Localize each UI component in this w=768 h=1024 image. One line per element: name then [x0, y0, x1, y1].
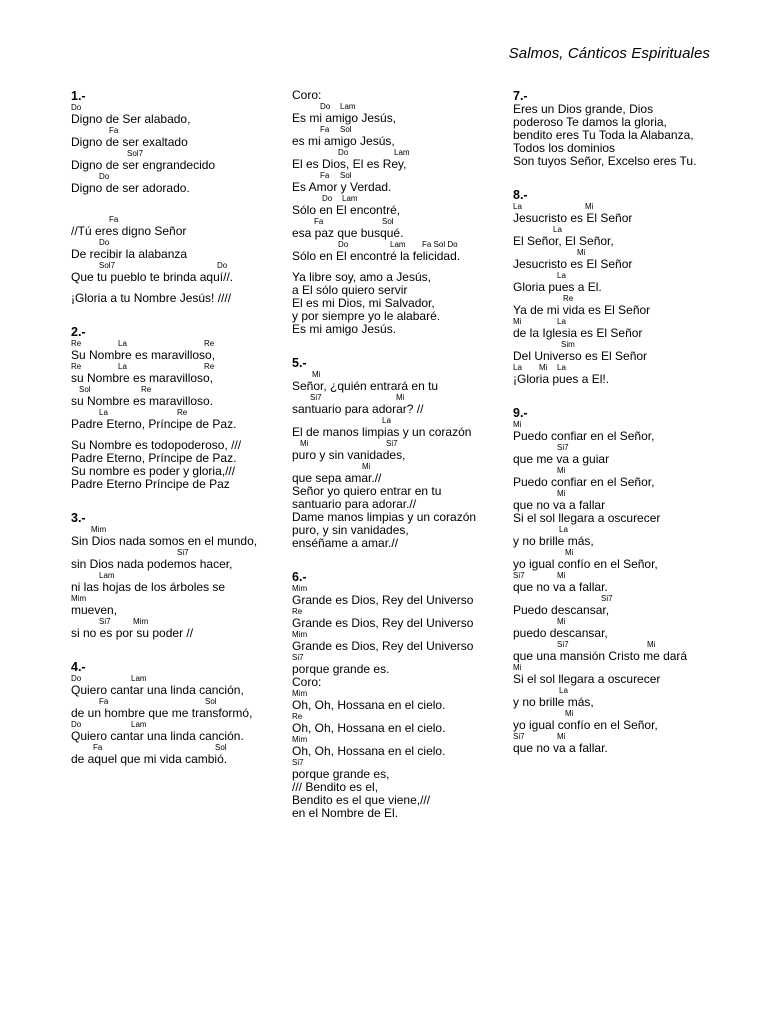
chord-line	[292, 240, 510, 250]
chord-line	[71, 697, 289, 707]
chord-label: Fa	[314, 217, 324, 226]
chord-label: Do	[338, 240, 349, 249]
lyric-line: de un hombre que me transformó,	[71, 706, 253, 720]
chord-line	[513, 571, 753, 581]
chord-label: Si7	[386, 439, 398, 448]
chord-label: Lam	[390, 240, 406, 249]
chord-line	[513, 489, 753, 499]
lyric-line: ¡Gloria a tu Nombre Jesús! ////	[71, 291, 232, 305]
song-number: 5.-	[292, 356, 307, 370]
chord-label: Mim	[133, 617, 149, 626]
chord-label: Sol	[340, 125, 352, 134]
chord-label: Sol7	[127, 149, 144, 158]
chord-label: Do	[320, 102, 331, 111]
chord-label: Fa	[99, 697, 109, 706]
chord-label: Re	[71, 362, 82, 371]
song-6	[292, 570, 510, 820]
lyric-line: de aquel que mi vida cambió.	[71, 752, 228, 766]
chord-label: Si7	[99, 617, 111, 626]
lyric-line: De recibir la alabanza	[71, 247, 188, 261]
song-3	[71, 511, 289, 640]
lyric-line: sin Dios nada podemos hacer,	[71, 557, 233, 571]
lyric-line: El Señor, El Señor,	[513, 234, 614, 248]
song-number: 3.-	[71, 511, 86, 525]
chord-label: Mi	[557, 489, 566, 498]
chord-line	[71, 339, 289, 349]
chord-line	[71, 215, 289, 225]
chord-line	[513, 709, 753, 719]
lyric-line: Grande es Dios, Rey del Universo	[292, 593, 474, 607]
chord-line	[513, 466, 753, 476]
lyric-line: Gloria pues a El.	[513, 280, 602, 294]
lyric-line: Padre Eterno, Príncipe de Paz.	[71, 451, 237, 465]
lyric-line: su Nombre es maravilloso.	[71, 394, 214, 408]
lyric-line: El es Dios, El es Rey,	[292, 157, 407, 171]
lyric-line: que no va a fallar	[513, 498, 606, 512]
chord-label: La	[118, 362, 127, 371]
lyric-line: Es mi amigo Jesús,	[292, 111, 397, 125]
chord-line	[513, 732, 753, 742]
chord-label: Do	[338, 148, 349, 157]
chord-line	[513, 594, 753, 604]
song-number: 7.-	[513, 89, 528, 103]
chord-label: Mi	[557, 732, 566, 741]
song-1	[71, 89, 289, 305]
chord-line	[71, 103, 289, 113]
lyric-line: su Nombre es maravilloso,	[71, 371, 214, 385]
lyric-line: Coro:	[292, 675, 322, 689]
lyric-line: Es Amor y Verdad.	[292, 180, 392, 194]
chord-line	[513, 340, 753, 350]
song-number: 4.-	[71, 660, 86, 674]
lyric-line: //Tú eres digno Señor	[71, 224, 187, 238]
chord-label: Si7	[177, 548, 189, 557]
page-header-title: Salmos, Cánticos Espirituales	[508, 45, 710, 62]
song-number: 9.-	[513, 406, 528, 420]
lyric-line: Quiero cantar una linda canción.	[71, 729, 244, 743]
chord-label: Do	[322, 194, 333, 203]
lyric-line: Jesucristo es El Señor	[513, 257, 633, 271]
lyric-line: enséñame a amar.//	[292, 536, 399, 550]
lyric-line: Puedo confiar en el Señor,	[513, 475, 655, 489]
chord-label: Mim	[91, 525, 107, 534]
chord-label: Si7	[557, 640, 569, 649]
song-4-chorus	[292, 89, 510, 336]
chord-line	[71, 743, 289, 753]
chord-label: La	[513, 202, 522, 211]
chord-label: Mi	[557, 571, 566, 580]
lyric-line: Padre Eterno, Príncipe de Paz.	[71, 417, 237, 431]
chord-line	[292, 735, 510, 745]
song-7	[513, 89, 753, 168]
chord-line	[71, 362, 289, 372]
song-number: 6.-	[292, 570, 307, 584]
lyric-line: que me va a guiar	[513, 452, 610, 466]
lyric-line: Oh, Oh, Hossana en el cielo.	[292, 744, 446, 758]
chord-label: Do	[71, 103, 82, 112]
chord-line	[292, 584, 510, 594]
chord-label: Re	[204, 362, 215, 371]
chord-label: La	[559, 525, 568, 534]
lyric-line: que una mansión Cristo me dará	[513, 649, 688, 663]
chord-line	[513, 363, 753, 373]
lyric-line: y no brille más,	[513, 695, 594, 709]
lyric-line: Oh, Oh, Hossana en el cielo.	[292, 698, 446, 712]
chord-line	[292, 370, 510, 380]
chord-label: Sol	[215, 743, 227, 752]
chord-line	[513, 443, 753, 453]
chord-label: Mi	[557, 617, 566, 626]
chord-line	[71, 594, 289, 604]
chord-label: La	[557, 317, 566, 326]
lyric-line: Señor, ¿quién entrará en tu	[292, 379, 439, 393]
chord-label: Re	[563, 294, 574, 303]
column-left	[71, 89, 289, 766]
chord-label: Mi	[585, 202, 594, 211]
lyric-line: esa paz que busqué.	[292, 226, 404, 240]
song-4	[71, 660, 289, 766]
lyric-line: Oh, Oh, Hossana en el cielo.	[292, 721, 446, 735]
lyric-line: El es mi Dios, mi Salvador,	[292, 296, 435, 310]
chord-label: Si7	[601, 594, 613, 603]
chord-line	[71, 674, 289, 684]
chord-line	[292, 148, 510, 158]
song-number: 2.-	[71, 325, 86, 339]
lyric-line: Ya de mi vida es El Señor	[513, 303, 651, 317]
lyric-line: Su Nombre es maravilloso,	[71, 348, 216, 362]
chord-line	[292, 630, 510, 640]
song-5	[292, 356, 510, 550]
chord-label: Fa	[109, 215, 119, 224]
lyric-line: puedo descansar,	[513, 626, 608, 640]
lyric-line: Dame manos limpias y un corazón	[292, 510, 477, 524]
chord-line	[292, 393, 510, 403]
lyric-line: Digno de Ser alabado,	[71, 112, 191, 126]
lyric-line: que sepa amar.//	[292, 471, 382, 485]
lyric-line: que no va a fallar.	[513, 741, 608, 755]
lyric-line: Si el sol llegara a oscurecer	[513, 511, 661, 525]
lyric-line: Del Universo es El Señor	[513, 349, 648, 363]
lyric-line: es mi amigo Jesús,	[292, 134, 395, 148]
chord-line	[71, 149, 289, 159]
chord-line	[292, 439, 510, 449]
chord-label: Mi	[647, 640, 656, 649]
chord-line	[513, 225, 753, 235]
chord-label: Re	[204, 339, 215, 348]
chord-label: Do	[99, 238, 110, 247]
chord-line	[292, 416, 510, 426]
lyric-line: bendito eres Tu Toda la Alabanza,	[513, 128, 694, 142]
lyric-line: Puedo descansar,	[513, 603, 610, 617]
chord-line	[292, 194, 510, 204]
lyric-line: Eres un Dios grande, Dios	[513, 102, 654, 116]
chord-label: Mim	[71, 594, 87, 603]
lyric-line: Sin Dios nada somos en el mundo,	[71, 534, 258, 548]
chord-label: Mim	[292, 584, 308, 593]
chord-label: Mi	[362, 462, 371, 471]
chord-label: Mi	[396, 393, 405, 402]
song-number: 1.-	[71, 89, 86, 103]
lyric-line: Que tu pueblo te brinda aquí//.	[71, 270, 234, 284]
chord-label: La	[553, 225, 562, 234]
lyric-line: Grande es Dios, Rey del Universo	[292, 616, 474, 630]
chord-label: La	[118, 339, 127, 348]
chord-line	[292, 758, 510, 768]
chord-line	[513, 525, 753, 535]
chord-label: Si7	[292, 653, 304, 662]
chord-label: Mi	[300, 439, 309, 448]
chord-line	[513, 686, 753, 696]
lyric-line: Jesucristo es El Señor	[513, 211, 633, 225]
chord-label: Sol	[340, 171, 352, 180]
chord-label: Fa	[93, 743, 103, 752]
chord-label: Lam	[131, 674, 147, 683]
lyric-line: Si el sol llegara a oscurecer	[513, 672, 661, 686]
chord-label: Sim	[561, 340, 575, 349]
column-middle	[292, 89, 510, 820]
chord-label: Lam	[99, 571, 115, 580]
chord-label: Mi	[513, 317, 522, 326]
chord-label: La	[382, 416, 391, 425]
lyric-line: puro y sin vanidades,	[292, 448, 406, 462]
lyric-line: santuario para adorar.//	[292, 497, 417, 511]
chord-label: Fa	[320, 125, 330, 134]
chord-line	[513, 294, 753, 304]
chord-label: Fa Sol Do	[422, 240, 458, 249]
lyric-line: Son tuyos Señor, Excelso eres Tu.	[513, 154, 697, 168]
chord-line	[292, 462, 510, 472]
lyric-line: que no va a fallar.	[513, 580, 608, 594]
lyric-line: de la Iglesia es El Señor	[513, 326, 643, 340]
lyric-line: Grande es Dios, Rey del Universo	[292, 639, 474, 653]
chord-label: Si7	[292, 758, 304, 767]
chord-label: Si7	[513, 732, 525, 741]
lyric-line: porque grande es.	[292, 662, 390, 676]
lyric-line: Sólo en El encontré la felicidad.	[292, 249, 461, 263]
song-8	[513, 188, 753, 386]
chord-label: Re	[292, 712, 303, 721]
chord-label: Mi	[565, 709, 574, 718]
chord-line	[292, 102, 510, 112]
chord-line	[292, 171, 510, 181]
chord-label: La	[557, 271, 566, 280]
song-2	[71, 325, 289, 491]
chord-label: La	[557, 363, 566, 372]
chord-line	[71, 408, 289, 418]
chord-label: Re	[141, 385, 152, 394]
chord-label: Sol	[382, 217, 394, 226]
chord-line	[292, 217, 510, 227]
column-right	[513, 89, 753, 755]
chord-label: Fa	[109, 126, 119, 135]
chord-line	[71, 571, 289, 581]
chord-label: Sol	[205, 697, 217, 706]
lyric-line: Es mi amigo Jesús.	[292, 322, 397, 336]
chord-line	[71, 126, 289, 136]
lyric-line: ni las hojas de los árboles se	[71, 580, 226, 594]
chord-label: Re	[292, 607, 303, 616]
chord-line	[513, 420, 753, 430]
chord-label: Sol	[79, 385, 91, 394]
chorus-label: Coro:	[292, 88, 322, 102]
chord-label: La	[99, 408, 108, 417]
chord-line	[513, 202, 753, 212]
chord-label: Si7	[557, 443, 569, 452]
lyric-line: Puedo confiar en el Señor,	[513, 429, 655, 443]
lyric-line: mueven,	[71, 603, 118, 617]
lyric-line: Su Nombre es todopoderoso, ///	[71, 438, 242, 452]
chord-label: Lam	[131, 720, 147, 729]
lyric-line: puro, y sin vanidades,	[292, 523, 409, 537]
chord-label: Do	[99, 172, 110, 181]
chord-label: Mim	[292, 689, 308, 698]
lyric-line: Todos los dominios	[513, 141, 616, 155]
lyric-line: poderoso Te damos la gloria,	[513, 115, 667, 129]
lyric-line: yo igual confío en el Señor,	[513, 557, 658, 571]
lyric-line: /// Bendito es el,	[292, 780, 379, 794]
lyric-line: Ya libre soy, amo a Jesús,	[292, 270, 431, 284]
chord-line	[71, 261, 289, 271]
chord-label: Mi	[577, 248, 586, 257]
chord-line	[71, 720, 289, 730]
lyric-line: Digno de ser adorado.	[71, 181, 190, 195]
chord-line	[292, 712, 510, 722]
chord-label: Mi	[312, 370, 321, 379]
song-number: 8.-	[513, 188, 528, 202]
chord-line	[71, 238, 289, 248]
lyric-line: El de manos limpias y un corazón	[292, 425, 472, 439]
lyric-line: ¡Gloria pues a El!.	[513, 372, 610, 386]
chord-label: Re	[71, 339, 82, 348]
chord-label: Do	[71, 674, 82, 683]
lyric-line: yo igual confío en el Señor,	[513, 718, 658, 732]
chord-label: Mi	[513, 663, 522, 672]
chord-line	[71, 617, 289, 627]
chord-label: Do	[217, 261, 228, 270]
chord-label: Mi	[557, 466, 566, 475]
chord-line	[513, 640, 753, 650]
lyric-line: y no brille más,	[513, 534, 594, 548]
lyric-line: Señor yo quiero entrar en tu	[292, 484, 442, 498]
chord-line	[292, 607, 510, 617]
chord-line	[71, 548, 289, 558]
chord-label: La	[559, 686, 568, 695]
lyric-line: en el Nombre de El.	[292, 806, 399, 820]
lyric-line: Sólo en El encontré,	[292, 203, 401, 217]
lyric-line: porque grande es,	[292, 767, 390, 781]
chord-label: Lam	[394, 148, 410, 157]
chord-label: Mi	[513, 420, 522, 429]
lyric-line: a El sólo quiero servir	[292, 283, 408, 297]
chord-line	[513, 248, 753, 258]
chord-label: Sol7	[99, 261, 116, 270]
chord-line	[71, 525, 289, 535]
lyric-line: y por siempre yo le alabaré.	[292, 309, 441, 323]
chord-line	[71, 172, 289, 182]
lyric-line: Digno de ser engrandecido	[71, 158, 216, 172]
chord-label: Mim	[292, 735, 308, 744]
song-9	[513, 406, 753, 755]
lyric-line: Quiero cantar una linda canción,	[71, 683, 244, 697]
chord-label: Si7	[513, 571, 525, 580]
chord-line	[513, 617, 753, 627]
chord-label: Mim	[292, 630, 308, 639]
lyric-line: si no es por su poder //	[71, 626, 194, 640]
chord-line	[513, 548, 753, 558]
chord-label: Si7	[310, 393, 322, 402]
lyric-line: santuario para adorar? //	[292, 402, 424, 416]
chord-label: Lam	[342, 194, 358, 203]
chord-line	[513, 271, 753, 281]
chord-line	[513, 317, 753, 327]
chord-label: La	[513, 363, 522, 372]
chord-line	[292, 125, 510, 135]
chord-label: Mi	[565, 548, 574, 557]
lyric-line: Padre Eterno Príncipe de Paz	[71, 477, 230, 491]
lyric-line: Bendito es el que viene,///	[292, 793, 431, 807]
chord-line	[292, 689, 510, 699]
lyric-line: Digno de ser exaltado	[71, 135, 188, 149]
lyric-line: Su nombre es poder y gloria,///	[71, 464, 236, 478]
chord-line	[71, 385, 289, 395]
chord-label: Lam	[340, 102, 356, 111]
chord-line	[513, 663, 753, 673]
chord-line	[292, 653, 510, 663]
chord-label: Fa	[320, 171, 330, 180]
chord-label: Re	[177, 408, 188, 417]
chord-label: Mi	[539, 363, 548, 372]
chord-label: Do	[71, 720, 82, 729]
